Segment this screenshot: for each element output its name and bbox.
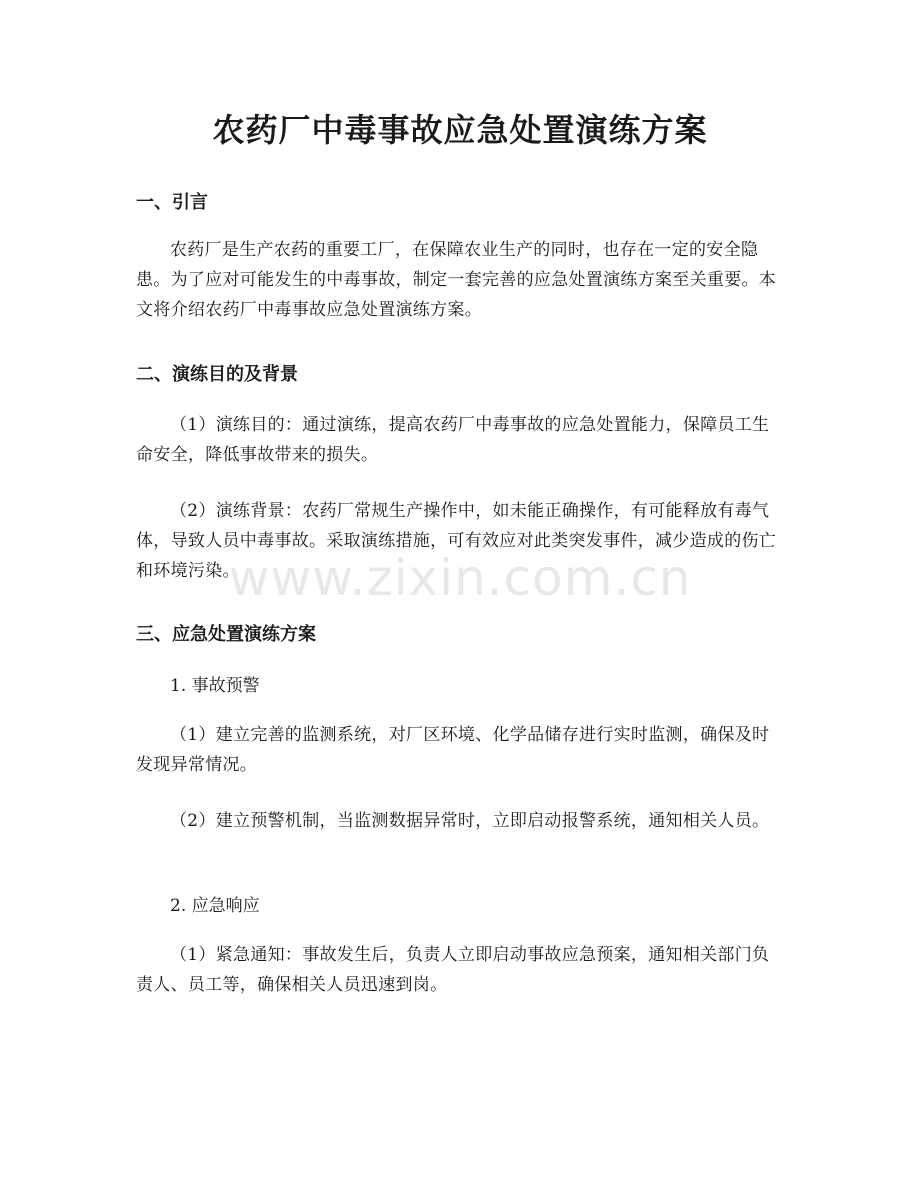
section-heading-purpose: 二、演练目的及背景 (136, 364, 298, 385)
paragraph-warning-2: （2）建立预警机制，当监测数据异常时，立即启动报警系统，通知相关人员。 (170, 811, 770, 831)
watermark: www.zixin.com.cn (228, 549, 692, 607)
paragraph-purpose: （1）演练目的：通过演练，提高农药厂中毒事故的应急处置能力，保障员工生命安全，降低事故带来的损失。 (136, 415, 770, 465)
paragraph-background: （2）演练背景：农药厂常规生产操作中，如未能正确操作，有可能释放有毒气体，导致人员中毒事故。采取演练措施，可有效应对此类突发事件，减少造成的伤亡和环境污染。 (136, 501, 777, 581)
subsection-heading-warning: 1. 事故预警 (170, 676, 260, 696)
section-heading-plan: 三、应急处置演练方案 (136, 624, 316, 645)
section-heading-intro: 一、引言 (136, 192, 208, 213)
paragraph-intro: 农药厂是生产农药的重要工厂，在保障农业生产的同时，也存在一定的安全隐患。为了应对可能发生的中毒事故，制定一套完善的应急处置演练方案至关重要。本文将介绍农药厂中毒事故应急处置演练方案。 (136, 240, 777, 320)
paragraph-warning-1: （1）建立完善的监测系统，对厂区环境、化学品储存进行实时监测，确保及时发现异常情况。 (136, 725, 770, 775)
paragraph-response-1: （1）紧急通知：事故发生后，负责人立即启动事故应急预案，通知相关部门负责人、员工等，确保相关人员迅速到岗。 (136, 945, 770, 995)
document-title: 农药厂中毒事故应急处置演练方案 (212, 111, 708, 149)
subsection-heading-response: 2. 应急响应 (170, 896, 260, 916)
